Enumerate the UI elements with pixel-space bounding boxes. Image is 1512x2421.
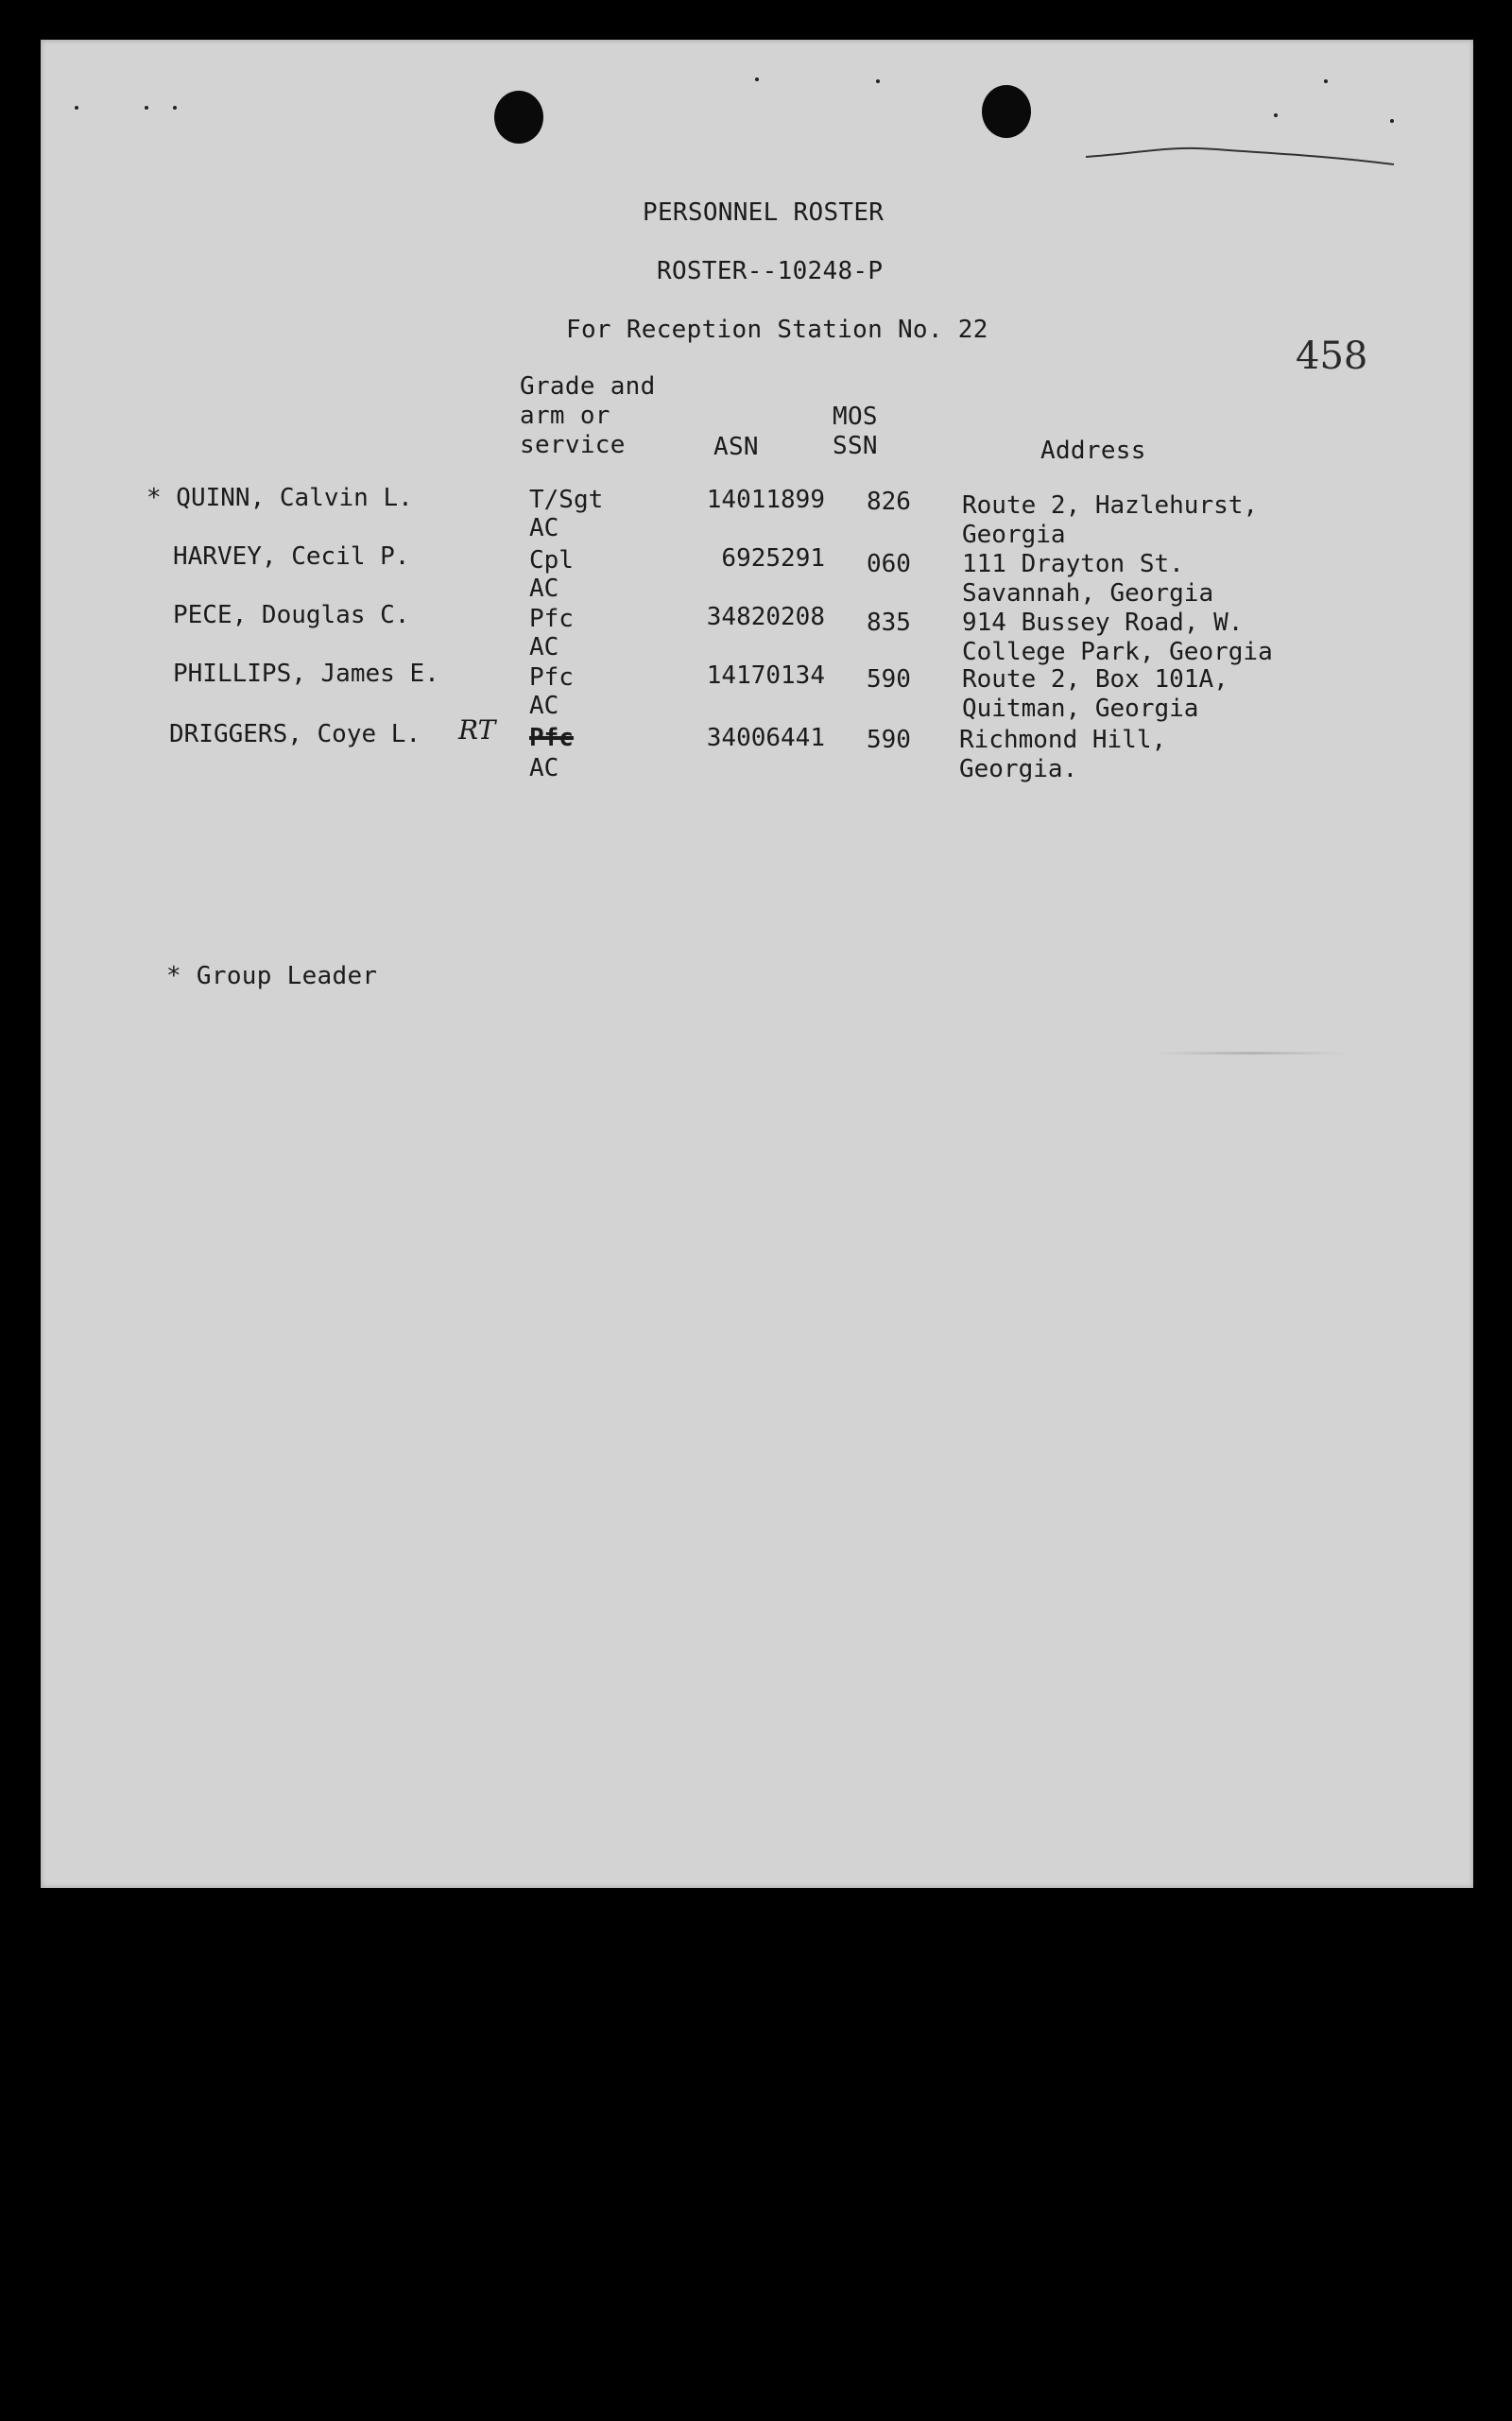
dust-speck: [876, 79, 880, 83]
member-name: DRIGGERS, Coye L.: [169, 720, 421, 748]
dust-speck: [1390, 119, 1394, 123]
member-mos: 835: [867, 609, 911, 637]
document-title: PERSONNEL ROSTER: [643, 198, 885, 227]
document-page: [41, 40, 1473, 1888]
member-name: PECE, Douglas C.: [173, 601, 410, 629]
smudge-mark: [1156, 1052, 1345, 1055]
member-mos: 590: [867, 665, 911, 694]
member-mos: 826: [867, 488, 911, 516]
member-address: Route 2, Hazlehurst, Georgia: [962, 491, 1259, 549]
member-asn: 14011899: [706, 486, 825, 514]
punch-hole-left: [494, 91, 543, 144]
handwritten-annotation: RT: [458, 714, 496, 746]
member-grade: Cpl: [529, 546, 574, 575]
member-mos: 060: [867, 550, 911, 578]
dust-speck: [1274, 113, 1278, 117]
dust-speck: [75, 106, 78, 110]
member-grade: T/Sgt: [529, 486, 604, 514]
member-mos: 590: [867, 726, 911, 754]
page-number: 458: [1296, 335, 1368, 378]
member-address: 914 Bussey Road, W. College Park, Georgia: [962, 609, 1273, 666]
dust-speck: [755, 77, 759, 81]
member-address: Richmond Hill, Georgia.: [959, 726, 1167, 783]
member-name: * QUINN, Calvin L.: [146, 484, 413, 512]
pencil-scratch: [1084, 138, 1396, 166]
dust-speck: [145, 106, 148, 110]
member-name: HARVEY, Cecil P.: [173, 542, 410, 571]
roster-number: ROSTER--10248-P: [657, 257, 884, 285]
member-asn: 34820208: [706, 603, 825, 631]
member-asn: 14170134: [706, 661, 825, 690]
member-name: PHILLIPS, James E.: [173, 660, 439, 688]
column-header-grade: Grade and arm or service: [520, 372, 656, 459]
member-asn: 34006441: [706, 724, 825, 752]
column-header-mos: MOS SSN: [833, 403, 878, 460]
dust-speck: [173, 106, 177, 110]
member-grade-struck: Pfc: [529, 724, 574, 752]
footnote-group-leader: * Group Leader: [166, 962, 378, 990]
member-arm: AC: [529, 514, 559, 542]
member-arm: AC: [529, 754, 559, 782]
member-address: 111 Drayton St. Savannah, Georgia: [962, 550, 1214, 608]
column-header-address: Address: [1040, 437, 1146, 465]
member-arm: AC: [529, 575, 559, 603]
member-grade: Pfc: [529, 663, 574, 692]
column-header-asn: ASN: [713, 433, 759, 461]
punch-hole-right: [982, 85, 1031, 138]
member-arm: AC: [529, 692, 559, 720]
station-line: For Reception Station No. 22: [566, 316, 988, 344]
member-grade: Pfc: [529, 605, 574, 633]
member-asn: 6925291: [721, 544, 825, 573]
member-address: Route 2, Box 101A, Quitman, Georgia: [962, 665, 1228, 723]
dust-speck: [1324, 79, 1328, 83]
member-arm: AC: [529, 633, 559, 661]
